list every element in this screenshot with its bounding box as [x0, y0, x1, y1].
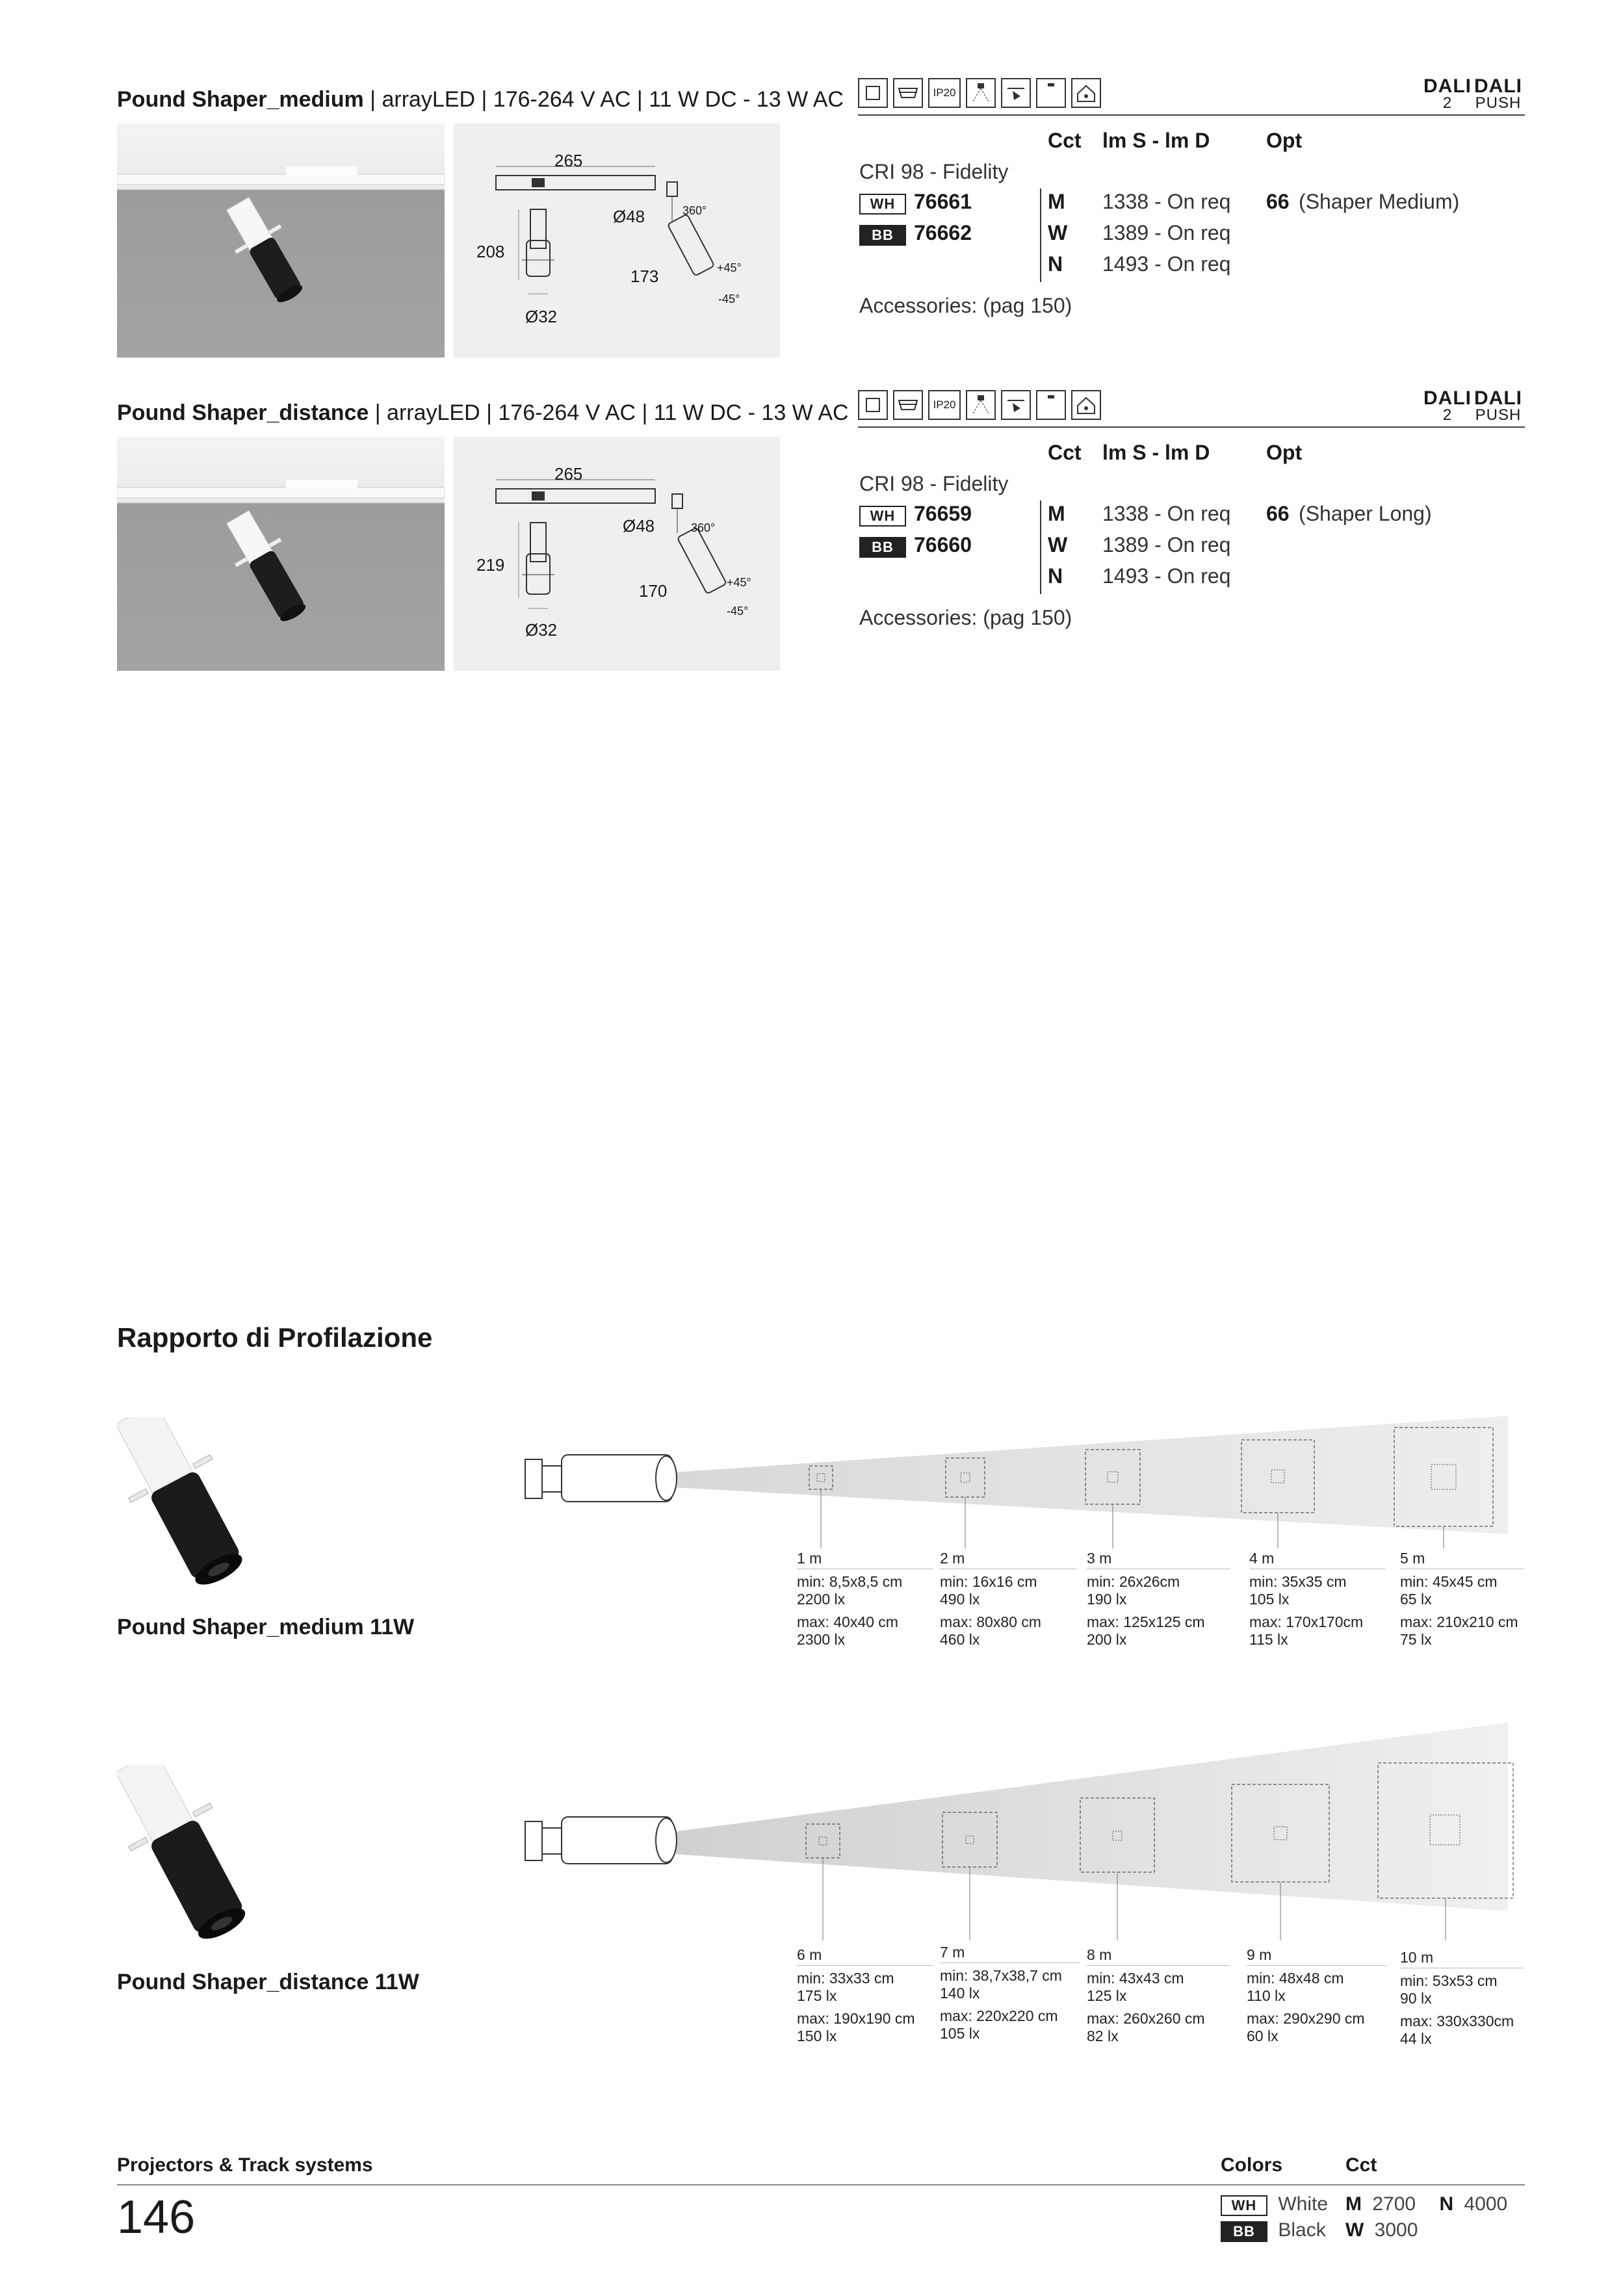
- col-lm: lm S - lm D: [1102, 441, 1210, 464]
- product-spec: | arrayLED | 176-264 V AC | 11 W DC - 13 W AC: [369, 400, 849, 425]
- recessed-icon: [893, 390, 923, 420]
- optic-value: [1266, 502, 1432, 526]
- product-photo: [117, 124, 445, 358]
- max-spot: max: 125x125 cm: [1087, 1613, 1205, 1630]
- dim-length: 265: [554, 151, 583, 170]
- max-spot: max: 40x40 cm: [797, 1613, 898, 1630]
- square-icon: [858, 78, 888, 108]
- distance-label: [1400, 1550, 1524, 1649]
- product-title: [117, 87, 844, 112]
- color-name: White: [1278, 2193, 1329, 2215]
- distance-m: 9 m: [1247, 1946, 1386, 1966]
- article-code: 76659: [914, 502, 972, 525]
- max-spot: max: 220x220 cm: [940, 2007, 1058, 2024]
- min-lux: 140 lx: [940, 1985, 980, 2002]
- dim-height: 219: [476, 555, 505, 575]
- section-title: Rapporto di Profilazione: [117, 1322, 433, 1353]
- dali-label: DALI: [1423, 75, 1472, 97]
- dim-body: 170: [639, 581, 668, 601]
- distance-m: 4 m: [1249, 1550, 1386, 1569]
- group-name: Pound Shaper_medium 11W: [117, 1615, 415, 1639]
- group-name: Pound Shaper_distance 11W: [117, 1970, 419, 1994]
- col-opt: Opt: [1266, 129, 1303, 152]
- dali-sub: 2: [1442, 94, 1453, 112]
- max-lux: 82 lx: [1087, 2028, 1119, 2044]
- cct-value: M: [1048, 190, 1065, 213]
- dim-body: 173: [630, 267, 659, 286]
- cct-code: M: [1345, 2193, 1362, 2215]
- product-title: [117, 400, 849, 426]
- col-opt: Opt: [1266, 441, 1303, 464]
- beam-diagram: [520, 1404, 1534, 1554]
- min-spot: min: 45x45 cm: [1400, 1573, 1498, 1590]
- ip20-icon: IP20: [928, 78, 961, 108]
- col-lm: lm S - lm D: [1102, 129, 1210, 152]
- dali-push-badge: [1474, 387, 1522, 424]
- footer-cct-title: Cct: [1345, 2154, 1377, 2176]
- track-icon: [1036, 78, 1066, 108]
- max-spot: max: 260x260 cm: [1087, 2010, 1205, 2027]
- table-divider: [858, 426, 1525, 428]
- ip20-icon: IP20: [928, 390, 961, 420]
- dim-head: Ø48: [623, 516, 655, 536]
- dali-2-badge: [1423, 75, 1472, 112]
- distance-label: [1247, 1946, 1386, 2045]
- color-tag: BB: [859, 537, 906, 558]
- dim-diameter: Ø32: [525, 307, 558, 326]
- dali-push-badge: [1474, 75, 1522, 112]
- min-lux: 110 lx: [1247, 1987, 1286, 2004]
- cct-code: N: [1439, 2193, 1454, 2215]
- code-row: [859, 533, 972, 558]
- color-tag: WH: [859, 194, 906, 215]
- table-divider: [858, 114, 1525, 116]
- min-spot: min: 35x35 cm: [1249, 1573, 1347, 1590]
- product-closeup-photo: [117, 1417, 299, 1612]
- dali-label: DALI: [1474, 75, 1522, 97]
- technical-drawing-icon: [454, 437, 780, 671]
- dali-label: DALI: [1474, 387, 1522, 409]
- lumen-value: 1338 - On req: [1102, 190, 1231, 213]
- dali-sub: 2: [1442, 406, 1453, 424]
- max-spot: max: 190x190 cm: [797, 2010, 915, 2027]
- lumen-value: 1493 - On req: [1102, 564, 1231, 588]
- min-lux: 175 lx: [797, 1987, 837, 2004]
- footer-color-row: [1221, 2219, 1326, 2242]
- cct-value: N: [1048, 252, 1063, 276]
- technical-drawing-icon: [454, 124, 780, 358]
- spotlight-closeup-icon: [117, 1417, 299, 1612]
- footer-colors-title: Colors: [1221, 2154, 1283, 2176]
- distance-label: [940, 1550, 1076, 1649]
- min-spot: min: 26x26cm: [1087, 1573, 1180, 1590]
- optic-value: [1266, 190, 1459, 214]
- column-divider: [1040, 189, 1041, 282]
- beam-icon: [966, 78, 996, 108]
- page-number: 146: [117, 2191, 196, 2243]
- max-spot: max: 330x330cm: [1400, 2013, 1514, 2029]
- dim-tilt-down: -45°: [727, 605, 749, 618]
- min-lux: 65 lx: [1400, 1591, 1432, 1608]
- distance-label: [940, 1944, 1080, 2042]
- optic-desc: (Shaper Long): [1299, 502, 1432, 525]
- distance-m: 1 m: [797, 1550, 933, 1569]
- product-spec: | arrayLED | 176-264 V AC | 11 W DC - 13 W AC: [363, 87, 844, 112]
- min-lux: 105 lx: [1249, 1591, 1290, 1608]
- product-name: Pound Shaper_medium: [117, 87, 364, 112]
- code-row: [859, 221, 972, 246]
- dali-sub: PUSH: [1475, 406, 1522, 424]
- cct-value: M: [1048, 502, 1065, 525]
- distance-m: 3 m: [1087, 1550, 1230, 1569]
- accessories-link[interactable]: Accessories: (pag 150): [859, 294, 1072, 317]
- max-lux: 200 lx: [1087, 1631, 1127, 1648]
- track-icon: [1036, 390, 1066, 420]
- article-code: 76661: [914, 190, 972, 213]
- min-lux: 490 lx: [940, 1591, 980, 1608]
- footer-cct-row: [1345, 2193, 1507, 2215]
- max-spot: max: 170x170cm: [1249, 1613, 1364, 1630]
- cct-value: 3000: [1374, 2219, 1418, 2241]
- cri-label: CRI 98 - Fidelity: [859, 160, 1009, 183]
- cri-label: CRI 98 - Fidelity: [859, 472, 1009, 495]
- optic-desc: (Shaper Medium): [1299, 190, 1460, 213]
- dim-rotation: 360°: [691, 521, 716, 534]
- col-cct: Cct: [1048, 129, 1082, 152]
- min-spot: min: 33x33 cm: [797, 1970, 894, 1987]
- distance-m: 7 m: [940, 1944, 1080, 1963]
- min-spot: min: 48x48 cm: [1247, 1970, 1344, 1987]
- col-cct: Cct: [1048, 441, 1082, 464]
- lumen-value: 1389 - On req: [1102, 533, 1231, 556]
- dali-sub: PUSH: [1475, 94, 1522, 112]
- optic-code: 66: [1266, 190, 1290, 213]
- min-spot: min: 16x16 cm: [940, 1573, 1037, 1590]
- max-lux: 60 lx: [1247, 2028, 1279, 2044]
- color-tag: BB: [859, 225, 906, 246]
- footer-section: Projectors & Track systems: [117, 2154, 373, 2176]
- footer-divider: [117, 2184, 1525, 2185]
- distance-label: [1087, 1946, 1230, 2045]
- home-icon: [1071, 390, 1101, 420]
- adjust-icon: [1001, 390, 1031, 420]
- max-spot: max: 290x290 cm: [1247, 2010, 1365, 2027]
- color-name: Black: [1278, 2219, 1326, 2241]
- min-spot: min: 38,7x38,7 cm: [940, 1967, 1062, 1984]
- product-name: Pound Shaper_distance: [117, 400, 369, 425]
- accessories-link[interactable]: Accessories: (pag 150): [859, 606, 1072, 629]
- distance-label: [1249, 1550, 1386, 1649]
- cct-value: N: [1048, 564, 1063, 588]
- distance-label: [797, 1550, 933, 1649]
- min-lux: 90 lx: [1400, 1990, 1432, 2007]
- lumen-value: 1338 - On req: [1102, 502, 1231, 525]
- max-lux: 105 lx: [940, 2025, 980, 2042]
- dali-2-badge: [1423, 387, 1472, 424]
- beam-icon: [966, 390, 996, 420]
- max-lux: 75 lx: [1400, 1631, 1432, 1648]
- min-spot: min: 53x53 cm: [1400, 1972, 1498, 1989]
- cct-value: 2700: [1372, 2193, 1416, 2215]
- min-spot: min: 8,5x8,5 cm: [797, 1573, 903, 1590]
- distance-label: [797, 1946, 933, 2045]
- cct-value: 4000: [1464, 2193, 1508, 2215]
- code-row: [859, 502, 972, 527]
- min-lux: 125 lx: [1087, 1987, 1127, 2004]
- distance-label: [1087, 1550, 1230, 1649]
- dimension-drawing: [454, 437, 780, 671]
- lumen-value: 1493 - On req: [1102, 252, 1231, 276]
- max-lux: 150 lx: [797, 2028, 837, 2044]
- cct-code: W: [1345, 2219, 1364, 2241]
- dimension-drawing: [454, 124, 780, 358]
- max-lux: 2300 lx: [797, 1631, 846, 1648]
- distance-m: 6 m: [797, 1946, 933, 1966]
- footer-cct-row: [1345, 2219, 1418, 2241]
- dim-tilt-down: -45°: [718, 293, 740, 306]
- max-lux: 44 lx: [1400, 2030, 1432, 2047]
- spotlight-closeup-icon: [117, 1766, 299, 1961]
- spotlight-photo-icon: [117, 124, 445, 358]
- dim-diameter: Ø32: [525, 620, 558, 640]
- min-lux: 2200 lx: [797, 1591, 846, 1608]
- dim-tilt-up: +45°: [717, 261, 742, 274]
- color-tag: BB: [1221, 2221, 1267, 2242]
- spotlight-photo-icon: [117, 437, 445, 671]
- max-spot: max: 80x80 cm: [940, 1613, 1041, 1630]
- dim-rotation: 360°: [682, 204, 707, 217]
- max-lux: 460 lx: [940, 1631, 980, 1648]
- article-code: 76660: [914, 533, 972, 556]
- max-lux: 115 lx: [1249, 1631, 1288, 1648]
- dim-height: 208: [476, 242, 505, 261]
- distance-m: 2 m: [940, 1550, 1076, 1569]
- dim-tilt-up: +45°: [727, 576, 751, 589]
- lumen-value: 1389 - On req: [1102, 221, 1231, 244]
- recessed-icon: [893, 78, 923, 108]
- code-row: [859, 190, 972, 215]
- dim-head: Ø48: [613, 207, 645, 226]
- max-spot: max: 210x210 cm: [1400, 1613, 1518, 1630]
- distance-m: 10 m: [1400, 1949, 1524, 1968]
- beam-diagram: [520, 1716, 1534, 1950]
- optic-code: 66: [1266, 502, 1290, 525]
- adjust-icon: [1001, 78, 1031, 108]
- distance-m: 5 m: [1400, 1550, 1524, 1569]
- min-lux: 190 lx: [1087, 1591, 1127, 1608]
- column-divider: [1040, 501, 1041, 594]
- article-code: 76662: [914, 221, 972, 244]
- color-tag: WH: [859, 506, 906, 527]
- product-closeup-photo: [117, 1766, 299, 1961]
- feature-icons: [858, 390, 1101, 420]
- min-spot: min: 43x43 cm: [1087, 1970, 1184, 1987]
- home-icon: [1071, 78, 1101, 108]
- cct-value: W: [1048, 533, 1068, 556]
- dali-label: DALI: [1423, 387, 1472, 409]
- square-icon: [858, 390, 888, 420]
- cct-value: W: [1048, 221, 1068, 244]
- dim-length: 265: [554, 464, 583, 484]
- footer-color-row: [1221, 2193, 1328, 2216]
- color-tag: WH: [1221, 2195, 1267, 2216]
- feature-icons: [858, 78, 1101, 108]
- distance-m: 8 m: [1087, 1946, 1230, 1966]
- product-photo: [117, 437, 445, 671]
- distance-label: [1400, 1949, 1524, 2048]
